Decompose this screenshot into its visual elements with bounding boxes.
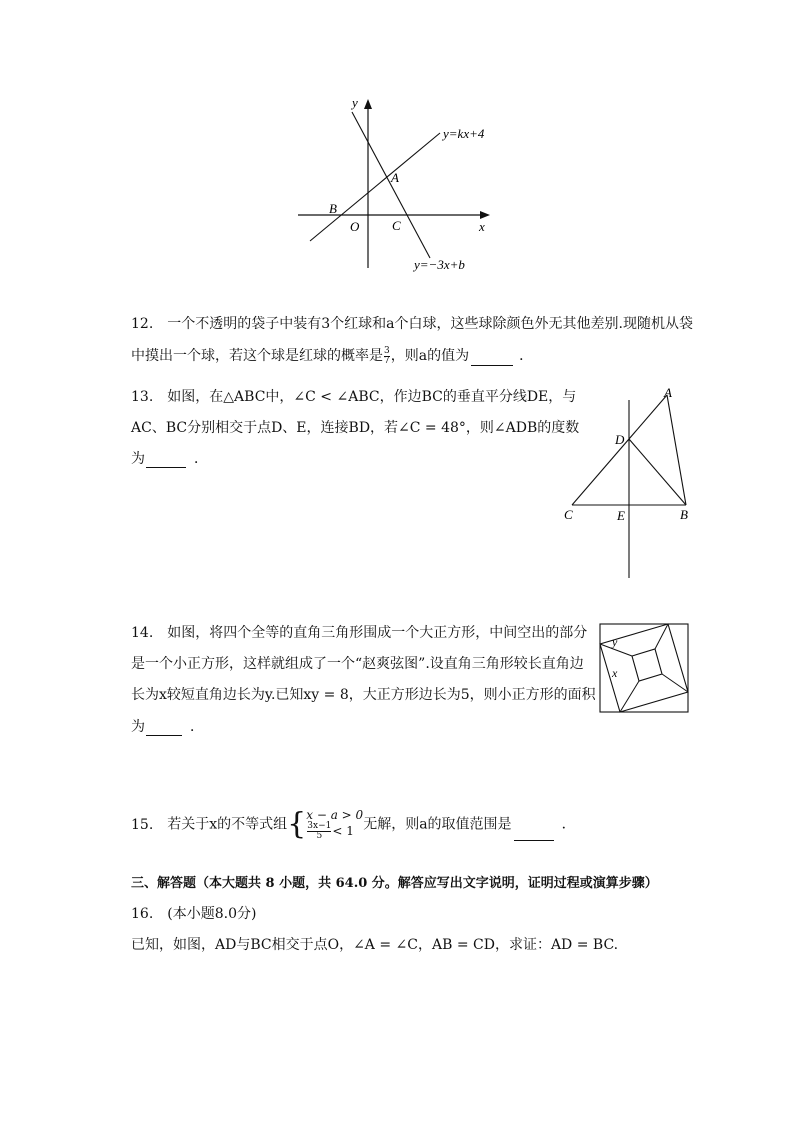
q12-line1 — [131, 313, 693, 333]
q15-text-pre: 若关于x的不等式组 — [167, 816, 288, 833]
point-c-label: C — [392, 218, 401, 233]
q13-line2 — [131, 417, 579, 437]
inequality-2-fraction — [307, 822, 331, 841]
center-small-square — [632, 649, 662, 681]
q16-text-line: 已知，如图，AD与BC相交于点O，∠A = ∠C，AB = CD，求证：AD = BC. — [131, 937, 619, 953]
q14-answer-blank[interactable] — [146, 721, 182, 736]
side-y-label: y — [612, 635, 618, 649]
q14-line3 — [131, 684, 596, 704]
origin-label: O — [350, 219, 360, 234]
point-a-label: A — [391, 170, 399, 185]
x-axis-arrow — [480, 211, 490, 219]
point-d-label: D — [615, 432, 625, 447]
inequality-2-numerator: 3x−1 — [307, 821, 332, 831]
q13-line1 — [131, 386, 576, 406]
q15-end-mark: ． — [561, 816, 576, 833]
q13-number: 13. — [131, 389, 154, 405]
vertex-b-label: B — [680, 507, 688, 522]
q12-text-line2-pre: 中摸出一个球，若这个球是红球的概率是 — [131, 348, 383, 364]
q15-number: 15. — [131, 816, 154, 833]
q14-text-line2: 是一个小正方形，这样就组成了一个“赵爽弦图”.设直角三角形较长直角边 — [131, 656, 584, 672]
vertex-c-label: C — [564, 507, 573, 522]
y-axis-label: y — [352, 95, 358, 110]
vertex-a-label: A — [664, 385, 672, 400]
q12-answer-blank[interactable] — [471, 351, 513, 366]
system-brace: { — [287, 806, 307, 842]
q16-score: (本小题8.0分) — [167, 906, 257, 922]
inequality-2-denominator: 5 — [307, 831, 331, 841]
triangle-figure — [560, 382, 700, 582]
q12-fraction-numerator: 3 — [384, 345, 390, 356]
y-axis-arrow — [364, 99, 372, 109]
q14-text-line1: 如图，将四个全等的直角三角形围成一个大正方形，中间空出的部分 — [167, 625, 588, 641]
inequality-1: x − a > 0 — [306, 808, 364, 822]
q14-line1 — [131, 622, 587, 642]
q14-line2 — [131, 653, 584, 673]
q14-line4 — [131, 716, 204, 736]
q16-number: 16. — [131, 906, 154, 922]
q13-text-line2: AC、BC分别相交于点D、E，连接BD，若∠C = 48°，则∠ADB的度数 — [131, 420, 580, 436]
linear-functions-figure — [290, 90, 510, 275]
q16-header — [131, 903, 256, 923]
zhao-shuang-figure — [598, 622, 692, 716]
inequality-system — [306, 808, 363, 841]
point-b-label: B — [329, 201, 337, 216]
q14-end-mark: ． — [190, 719, 204, 735]
line-neg3x-plus-b — [352, 112, 430, 258]
q15-answer-blank[interactable] — [514, 826, 554, 841]
equation-neg3x-plus-b: y=−3x+b — [414, 257, 465, 272]
segment-ca — [572, 395, 667, 505]
segment-ab — [667, 395, 686, 505]
q15-text-post: 无解，则a的取值范围是 — [363, 816, 512, 833]
equation-kx-plus-4: y=kx+4 — [443, 126, 485, 141]
segment-db — [629, 439, 686, 505]
q12-fraction — [384, 347, 390, 366]
q13-end-mark: ． — [194, 451, 208, 467]
q13-text-line3-pre: 为 — [131, 451, 145, 467]
section-3-heading: 三、解答题（本大题共 8 小题，共 64.0 分。解答应写出文字说明，证明过程或演算步骤） — [131, 876, 658, 891]
q12-fraction-denominator: 7 — [384, 355, 390, 366]
q12-text-line1: 一个不透明的袋子中装有3个红球和a个白球，这些球除颜色外无其他差别.现随机从袋 — [167, 316, 693, 332]
q14-text-line4-pre: 为 — [131, 719, 145, 735]
q13-line3 — [131, 448, 208, 468]
x-axis-label: x — [479, 219, 485, 234]
q13-answer-blank[interactable] — [146, 453, 186, 468]
inequality-2-rest: < 1 — [332, 824, 354, 838]
q12-line2 — [131, 345, 533, 366]
zhao-leg-2 — [662, 674, 688, 692]
line-kx-plus-4 — [310, 133, 440, 241]
side-x-label: x — [612, 666, 618, 680]
q12-text-line2-post: ，则a的值为 — [390, 348, 470, 364]
q15-line — [131, 808, 576, 841]
q14-text-line3: 长为x较短直角边长为y.已知xy = 8，大正方形边长为5，则小正方形的面积 — [131, 687, 596, 703]
point-e-label: E — [617, 508, 625, 523]
q12-end-mark: ． — [519, 348, 534, 364]
q13-text-line1: 如图，在△ABC中，∠C < ∠ABC，作边BC的垂直平分线DE，与 — [167, 389, 577, 405]
q14-number: 14. — [131, 625, 154, 641]
q12-number: 12. — [131, 316, 154, 332]
